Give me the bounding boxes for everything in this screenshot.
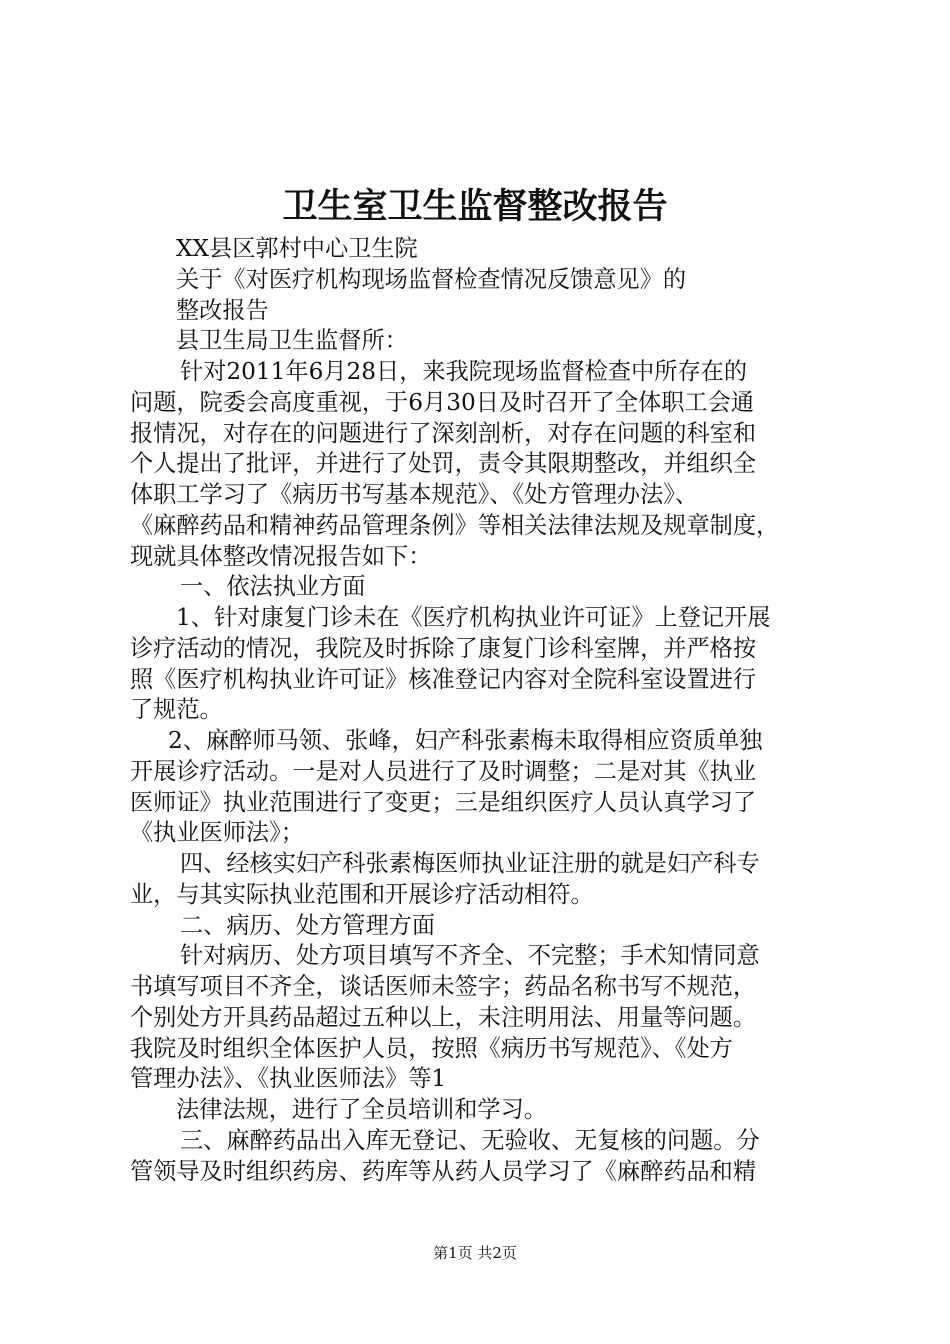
paragraph-line: 问题，院委会高度重视，于6月30日及时召开了全体职工会通 bbox=[130, 388, 754, 416]
paragraph-line: 我院及时组织全体医护人员，按照《病历书写规范》、《处方 bbox=[130, 1034, 733, 1062]
paragraph-line: 2、麻醉师马领、张峰，妇产科张素梅未取得相应资质单独 bbox=[168, 727, 763, 754]
paragraph-line: 业，与其实际执业范围和开展诊疗活动相符。 bbox=[130, 880, 594, 908]
document-body bbox=[130, 234, 830, 1187]
paragraph-line: 体职工学习了《病历书写基本规范》、《处方管理办法》、 bbox=[130, 481, 699, 508]
paragraph-line: 了规范。 bbox=[130, 696, 223, 724]
paragraph-line: 开展诊疗活动。一是对人员进行了及时调整；二是对其《执业 bbox=[130, 757, 757, 785]
paragraph-line: 个别处方开具药品超过五种以上，未注明用法、用量等问题。 bbox=[130, 1003, 757, 1031]
paragraph-line: 三、麻醉药品出入库无登记、无验收、无复核的问题。分 bbox=[180, 1126, 760, 1154]
paragraph-line: 管理办法》、《执业医师法》等1 bbox=[130, 1065, 447, 1093]
paragraph-line: 针对病历、处方项目填写不齐全、不完整；手术知情同意 bbox=[180, 942, 760, 970]
paragraph-line: 管领导及时组织药房、药库等从药人员学习了《麻醉药品和精 bbox=[130, 1157, 757, 1185]
paragraph-line: 四、经核实妇产科张素梅医师执业证注册的就是妇产科专 bbox=[180, 850, 760, 877]
paragraph-line: 个人提出了批评，并进行了处罚，责令其限期整改，并组织全 bbox=[130, 450, 757, 478]
org-name-line: XX县区郭村中心卫生院 bbox=[176, 235, 418, 262]
paragraph-line: 报情况，对存在的问题进行了深刻剖析，对存在问题的科室和 bbox=[130, 419, 757, 447]
page-number-footer: 第1页 共2页 bbox=[433, 1244, 517, 1262]
section-heading: 二、病历、处方管理方面 bbox=[180, 911, 436, 939]
section-heading: 一、依法执业方面 bbox=[180, 573, 366, 601]
paragraph-line: 书填写项目不齐全，谈话医师未签字；药品名称书写不规范， bbox=[130, 973, 757, 1000]
paragraph-line: 医师证》执业范围进行了变更；三是组织医疗人员认真学习了 bbox=[130, 788, 757, 816]
paragraph-line: 针对2011年6月28日，来我院现场监督检查中所存在的 bbox=[180, 358, 748, 385]
paragraph-line: 《执业医师法》； bbox=[130, 819, 304, 847]
paragraph-line: 法律法规，进行了全员培训和学习。 bbox=[176, 1096, 547, 1123]
paragraph-line: 照《医疗机构执业许可证》核准登记内容对全院科室设置进行 bbox=[130, 665, 757, 693]
paragraph-line: 《麻醉药品和精神药品管理条例》等相关法律法规及规章制度， bbox=[130, 511, 780, 539]
paragraph-line: 1、针对康复门诊未在《医疗机构执业许可证》上登记开展 bbox=[176, 604, 771, 631]
paragraph-line: 诊疗活动的情况，我院及时拆除了康复门诊科室牌，并严格按 bbox=[130, 634, 757, 662]
salutation-line: 县卫生局卫生监督所： bbox=[176, 327, 408, 355]
subject-line: 整改报告 bbox=[176, 296, 269, 324]
subject-line: 关于《对医疗机构现场监督检查情况反馈意见》的 bbox=[176, 265, 687, 293]
document-title: 卫生室卫生监督整改报告 bbox=[282, 186, 668, 227]
paragraph-line: 现就具体整改情况报告如下： bbox=[130, 542, 432, 570]
